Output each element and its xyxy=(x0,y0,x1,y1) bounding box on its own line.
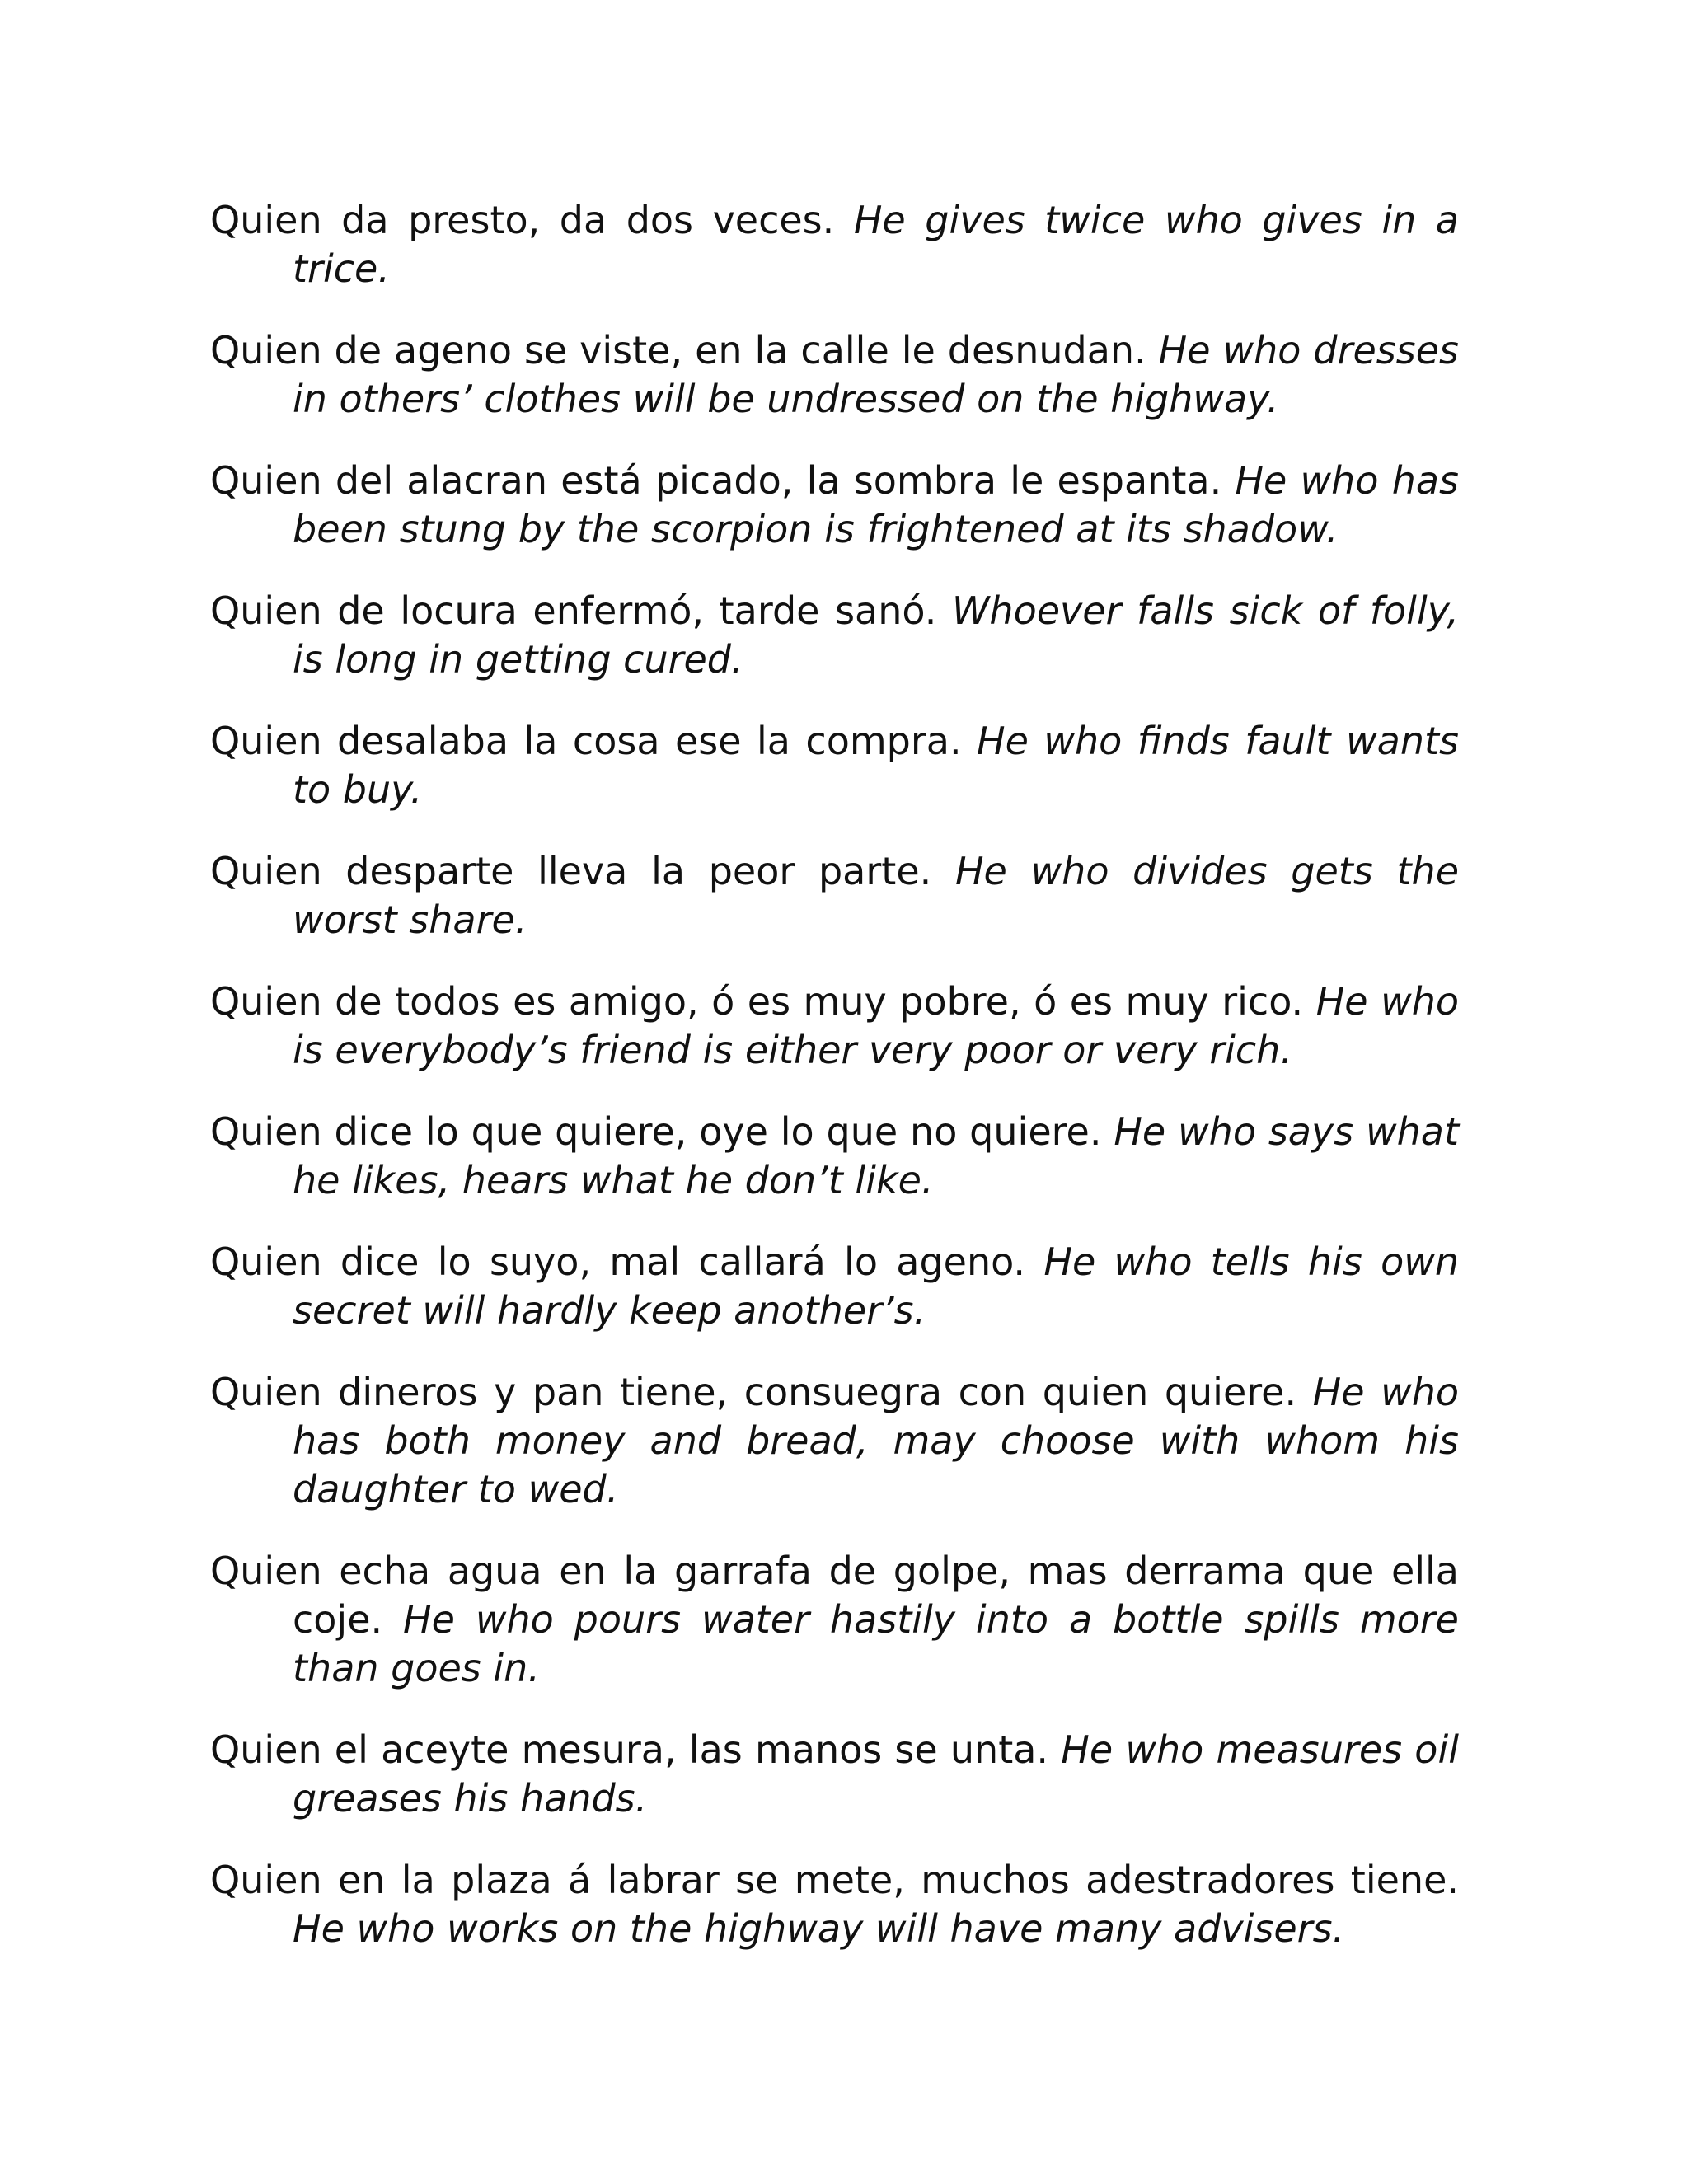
english-translation: He who dresses in others’ clothes will be undressed on the highway. xyxy=(293,328,1459,421)
english-translation: He who has been stung by the scorpion is frightened at its shadow. xyxy=(293,458,1459,551)
proverb-entry xyxy=(210,326,1459,424)
spanish-proverb: Quien el aceyte mesura, las manos se unta. xyxy=(210,1727,1049,1772)
spanish-proverb: Quien desparte lleva la peor parte. xyxy=(210,849,932,893)
spanish-proverb: Quien da presto, da dos veces. xyxy=(210,198,835,242)
spanish-proverb: Quien dineros y pan tiene, consuegra con quien quiere. xyxy=(210,1370,1297,1414)
english-translation: He who works on the highway will have many advisers. xyxy=(293,1906,1345,1951)
proverb-entry xyxy=(210,1238,1459,1335)
english-translation: He gives twice who gives in a trice. xyxy=(293,198,1459,291)
spanish-proverb: Quien dice lo que quiere, oye lo que no quiere. xyxy=(210,1109,1102,1154)
proverb-entry xyxy=(210,1726,1459,1823)
english-translation: He who finds fault wants to buy. xyxy=(293,719,1459,812)
spanish-proverb: Quien dice lo suyo, mal callará lo ageno. xyxy=(210,1240,1026,1284)
proverb-entry xyxy=(210,587,1459,684)
proverb-entry xyxy=(210,1547,1459,1693)
english-translation: He who measures oil greases his hands. xyxy=(293,1727,1459,1821)
proverb-entry xyxy=(210,1368,1459,1514)
proverb-entry xyxy=(210,1108,1459,1205)
spanish-proverb: Quien en la plaza á labrar se mete, muchos adestradores tiene. xyxy=(210,1858,1459,1902)
proverb-entry xyxy=(210,717,1459,814)
english-translation: He who is everybody’s friend is either very poor or very rich. xyxy=(293,979,1460,1072)
english-translation: He who has both money and bread, may choose with whom his daughter to wed. xyxy=(293,1370,1459,1511)
proverb-entry xyxy=(210,977,1459,1075)
spanish-proverb: Quien echa agua en la garrafa de golpe, mas derrama que ella coje. xyxy=(210,1549,1459,1642)
spanish-proverb: Quien desalaba la cosa ese la compra. xyxy=(210,719,962,763)
proverb-entry xyxy=(210,1856,1459,1953)
english-translation: He who divides gets the worst share. xyxy=(293,849,1459,942)
english-translation: He who pours water hastily into a bottle spills more than goes in. xyxy=(293,1597,1459,1690)
spanish-proverb: Quien de ageno se viste, en la calle le desnudan. xyxy=(210,328,1146,373)
english-translation: Whoever falls sick of folly, is long in getting cured. xyxy=(293,588,1459,682)
proverb-entry xyxy=(210,847,1459,944)
spanish-proverb: Quien de locura enfermó, tarde sanó. xyxy=(210,588,937,633)
proverb-list xyxy=(210,196,1459,1986)
proverb-entry xyxy=(210,457,1459,554)
proverb-entry xyxy=(210,196,1459,293)
english-translation: He who says what he likes, hears what he don’t like. xyxy=(293,1109,1460,1202)
spanish-proverb: Quien del alacran está picado, la sombra le espanta. xyxy=(210,458,1222,503)
spanish-proverb: Quien de todos es amigo, ó es muy pobre, ó es muy rico. xyxy=(210,979,1304,1024)
english-translation: He who tells his own secret will hardly keep another’s. xyxy=(293,1240,1460,1333)
